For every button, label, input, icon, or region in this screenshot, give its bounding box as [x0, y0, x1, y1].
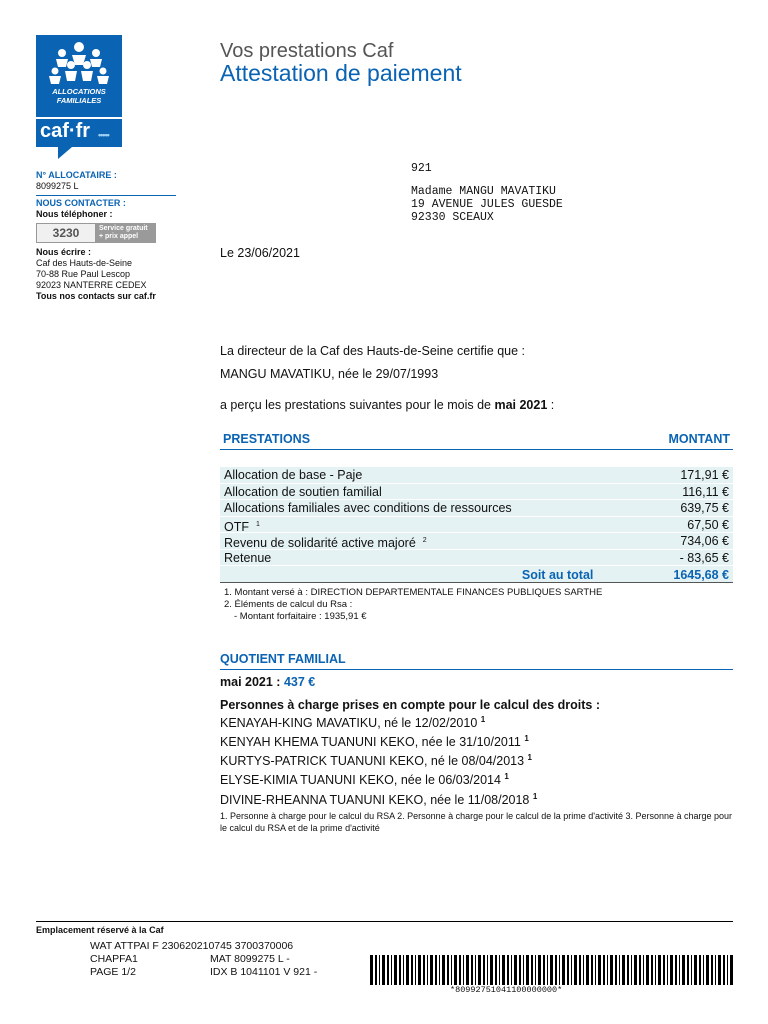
phone-label: Nous téléphoner :	[36, 209, 113, 219]
beneficiary-text: MANGU MAVATIKU, née le 29/07/1993	[220, 367, 439, 381]
recipient-address	[411, 162, 563, 224]
caf-address-line1: Caf des Hauts-de-Seine	[36, 258, 133, 268]
divider	[36, 195, 176, 196]
prestations-table	[220, 432, 733, 623]
table-row: Revenu de solidarité active majoré $^2$ 734,06 €	[220, 532, 733, 549]
table-row: Allocations familiales avec conditions de ressources 639,75 €	[220, 499, 733, 516]
allocataire-label: N° ALLOCATAIRE :	[36, 170, 117, 180]
certify-text: La directeur de la Caf des Hauts-de-Seine certifie que :	[220, 344, 526, 358]
family-figures-icon	[46, 41, 112, 89]
list-item: DIVINE-RHEANNA TUANUNI KEKO, née le 11/08/2018 $^1$	[220, 791, 538, 807]
logo-tail	[58, 147, 72, 159]
table-row: Retenue - 83,65 €	[220, 549, 733, 566]
col-montant: MONTANT	[668, 432, 730, 446]
qf-footnote: 1. Personne à charge pour le calcul du RSA 2. Personne à charge pour le calcul de la prime d'activité 3. Personne à charge pour le calcul du RSA et de la prime d'activité	[220, 810, 733, 833]
table-rows	[220, 466, 733, 583]
recipient-city: 92330 SCEAUX	[411, 211, 494, 224]
caf-logo	[36, 35, 122, 159]
page-title: Attestation de paiement	[220, 60, 462, 86]
qf-value-line: mai 2021 : 437 €	[220, 675, 316, 689]
phone-number: 3230	[36, 223, 96, 243]
allocataire-value: 8099275 L	[36, 181, 79, 191]
phone-badge[interactable]	[36, 223, 156, 243]
letter-date: Le 23/06/2021	[220, 246, 300, 260]
quotient-familial-section	[220, 652, 733, 834]
persons-heading: Personnes à charge prises en compte pour le calcul des droits :	[220, 698, 600, 712]
header-subtitle: Vos prestations Caf	[220, 40, 394, 62]
total-label: Soit au total	[521, 568, 594, 582]
footer-divider	[36, 921, 733, 922]
list-item: ELYSE-KIMIA TUANUNI KEKO, née le 06/03/2014 $^1$	[220, 772, 509, 788]
received-text: a perçu les prestations suivantes pour le mois de mai 2021 :	[220, 398, 555, 412]
caf-address-line3: 92023 NANTERRE CEDEX	[36, 280, 147, 290]
logo-text: ALLOCATIONS FAMILIALES	[52, 87, 106, 105]
caf-address-line2: 70-88 Rue Paul Lescop	[36, 269, 131, 279]
note-1: 1. Montant versé à : DIRECTION DEPARTEMENTALE FINANCES PUBLIQUES SARTHE	[224, 587, 603, 598]
recipient-street: 19 AVENUE JULES GUESDE	[411, 198, 563, 211]
table-row: Allocation de soutien familial 116,11 €	[220, 483, 733, 500]
caf-fr-link[interactable]: caf·fr •••••	[36, 119, 122, 147]
sidebar-contact	[36, 170, 176, 302]
table-row: OTF $^1$ 67,50 €	[220, 516, 733, 533]
list-item: KENAYAH-KING MAVATIKU, né le 12/02/2010 $^1$	[220, 715, 486, 731]
reserved-label: Emplacement réservé à la Caf	[36, 925, 164, 935]
contacts-link[interactable]: Tous nos contacts sur caf.fr	[36, 291, 156, 301]
table-row: Allocation de base - Paje 171,91 €	[220, 466, 733, 483]
table-notes	[220, 587, 733, 623]
write-label: Nous écrire :	[36, 247, 92, 257]
barcode-text: *80992751041100000000*	[450, 985, 563, 995]
dots-icon: •••••	[98, 130, 109, 140]
barcode	[370, 955, 733, 985]
note-2: 2. Éléments de calcul du Rsa :	[224, 599, 353, 610]
recipient-code: 921	[411, 162, 432, 175]
col-prestations: PRESTATIONS	[223, 432, 311, 446]
tracking-codes: WAT ATTPAI F 230620210745 3700370006 CHAPFA1 MAT 8099275 L - PAGE 1/2 IDX B 1041101 V 921 -	[90, 940, 318, 978]
total-amount: 1645,68 €	[673, 568, 729, 582]
qf-value: 437 €	[283, 675, 316, 689]
allocations-familiales-logo	[36, 35, 122, 117]
total-row	[220, 565, 733, 583]
contact-label: NOUS CONTACTER :	[36, 198, 126, 208]
table-header	[220, 432, 733, 450]
note-3: - Montant forfaitaire : 1935,91 €	[234, 611, 367, 622]
recipient-name: Madame MANGU MAVATIKU	[411, 185, 556, 198]
received-month: mai 2021	[494, 398, 548, 412]
qf-heading: QUOTIENT FAMILIAL	[220, 652, 733, 670]
list-item: KENYAH KHEMA TUANUNI KEKO, née le 31/10/2011 $^1$	[220, 734, 529, 750]
phone-service: Service gratuit + prix appel	[96, 223, 156, 243]
list-item: KURTYS-PATRICK TUANUNI KEKO, né le 08/04/2013 $^1$	[220, 753, 532, 769]
